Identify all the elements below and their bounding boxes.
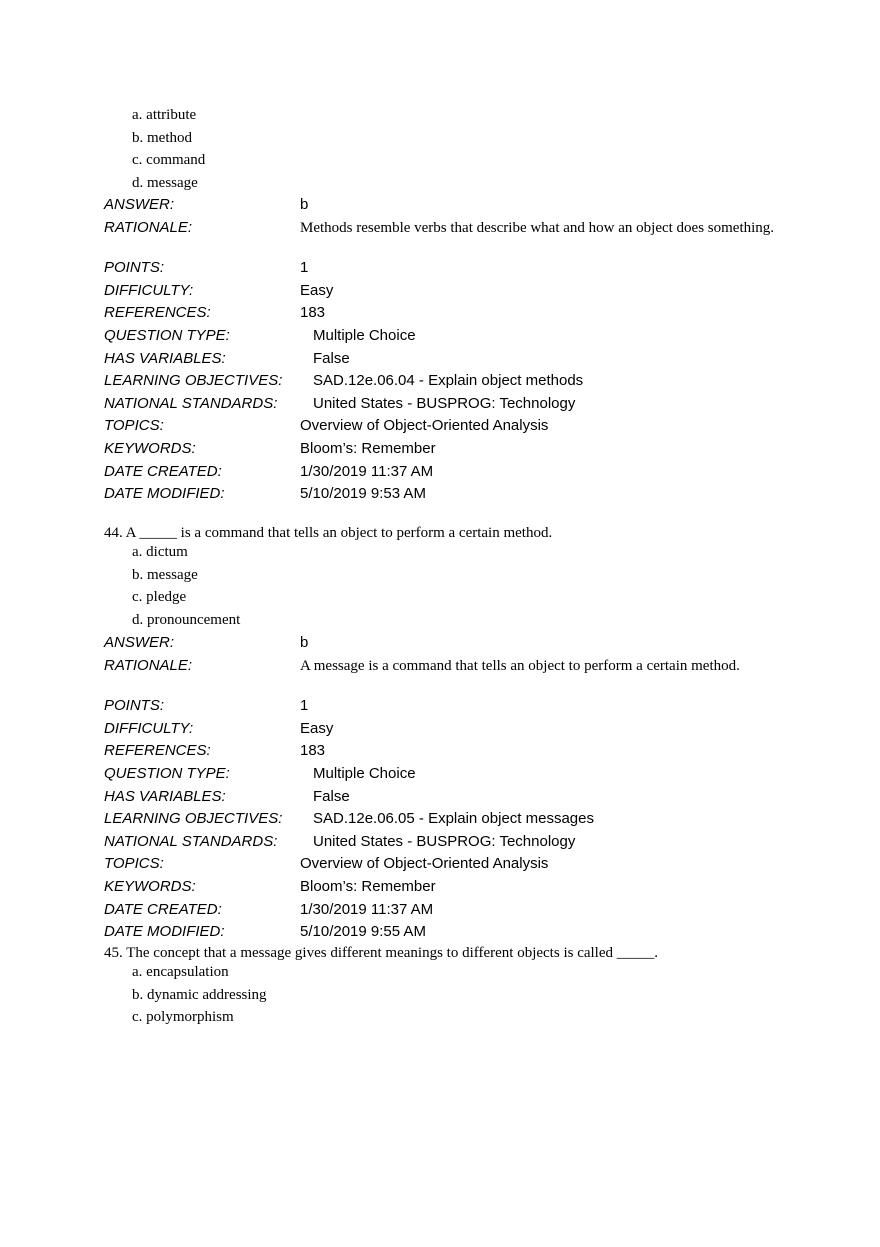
metadata-value: b xyxy=(300,196,309,213)
prev-question-options xyxy=(132,104,205,194)
option: d. message xyxy=(132,174,198,191)
metadata-value: 5/10/2019 9:53 AM xyxy=(300,485,426,503)
metadata-label: ANSWER: xyxy=(104,634,175,651)
metadata-label: DIFFICULTY: xyxy=(104,281,194,299)
metadata-row xyxy=(104,194,794,217)
metadata-value: Multiple Choice xyxy=(313,764,416,782)
question-45-options xyxy=(132,961,267,1029)
metadata-row xyxy=(104,876,794,899)
metadata-row xyxy=(104,280,794,303)
metadata-row xyxy=(104,763,794,786)
metadata-row xyxy=(104,632,794,655)
metadata-label: NATIONAL STANDARDS: xyxy=(104,832,278,850)
metadata-row xyxy=(104,370,794,393)
metadata-row xyxy=(104,257,794,280)
metadata-label: REFERENCES: xyxy=(104,304,211,322)
metadata-row xyxy=(104,921,794,944)
metadata-value: Easy xyxy=(300,281,334,299)
option: c. pledge xyxy=(132,589,187,606)
metadata-label: DATE MODIFIED: xyxy=(104,485,225,503)
metadata-value: 1/30/2019 11:37 AM xyxy=(300,900,434,918)
metadata-label: DATE CREATED: xyxy=(104,462,222,480)
metadata-value: False xyxy=(313,787,350,805)
metadata-row xyxy=(104,718,794,741)
metadata-row xyxy=(104,483,794,506)
metadata-label: QUESTION TYPE: xyxy=(104,764,230,782)
metadata-value: Overview of Object-Oriented Analysis xyxy=(300,855,549,873)
metadata-value: SAD.12e.06.04 - Explain object methods xyxy=(313,372,584,390)
metadata-label: POINTS: xyxy=(104,259,165,277)
metadata-row xyxy=(104,438,794,461)
option: a. dictum xyxy=(132,544,188,560)
metadata-row xyxy=(104,415,794,438)
metadata-value: A message is a command that tells an object to perform a certain method. xyxy=(300,657,740,674)
option: a. encapsulation xyxy=(132,964,229,980)
metadata-row xyxy=(104,325,794,348)
metadata-label: HAS VARIABLES: xyxy=(104,349,226,367)
metadata-value: Multiple Choice xyxy=(313,326,416,344)
metadata-row xyxy=(104,217,794,258)
metadata-value: 183 xyxy=(300,742,326,760)
option: c. command xyxy=(132,152,206,169)
metadata-row xyxy=(104,348,794,371)
metadata-value: United States - BUSPROG: Technology xyxy=(313,394,576,412)
question-44-metadata xyxy=(104,632,794,944)
option: a. attribute xyxy=(132,107,197,123)
metadata-label: POINTS: xyxy=(104,697,165,715)
metadata-row xyxy=(104,655,794,696)
metadata-label: LEARNING OBJECTIVES: xyxy=(104,810,283,828)
metadata-row xyxy=(104,740,794,763)
metadata-value: 183 xyxy=(300,304,326,322)
metadata-row xyxy=(104,695,794,718)
question-44-options xyxy=(132,541,240,631)
metadata-value: 5/10/2019 9:55 AM xyxy=(300,923,426,941)
metadata-label: KEYWORDS: xyxy=(104,877,196,895)
metadata-value: 1/30/2019 11:37 AM xyxy=(300,462,434,480)
metadata-row xyxy=(104,853,794,876)
metadata-value: SAD.12e.06.05 - Explain object messages xyxy=(313,810,594,828)
metadata-label: RATIONALE: xyxy=(104,218,193,236)
metadata-value: 1 xyxy=(300,259,309,277)
metadata-value: 1 xyxy=(300,697,309,715)
metadata-row xyxy=(104,302,794,325)
metadata-label: DATE CREATED: xyxy=(104,900,222,918)
metadata-label: DATE MODIFIED: xyxy=(104,923,225,941)
metadata-label: ANSWER: xyxy=(104,196,175,213)
metadata-label: KEYWORDS: xyxy=(104,439,196,457)
metadata-label: REFERENCES: xyxy=(104,742,211,760)
metadata-value: Methods resemble verbs that describe what and how an object does something. xyxy=(300,219,775,236)
option: c. polymorphism xyxy=(132,1009,234,1026)
metadata-label: LEARNING OBJECTIVES: xyxy=(104,372,283,390)
metadata-value: United States - BUSPROG: Technology xyxy=(313,832,576,850)
metadata-row xyxy=(104,899,794,922)
metadata-row xyxy=(104,393,794,416)
metadata-row xyxy=(104,461,794,484)
prev-question-metadata xyxy=(104,194,794,506)
metadata-row xyxy=(104,786,794,809)
metadata-label: NATIONAL STANDARDS: xyxy=(104,394,278,412)
metadata-value: Easy xyxy=(300,719,334,737)
metadata-label: QUESTION TYPE: xyxy=(104,326,230,344)
metadata-label: DIFFICULTY: xyxy=(104,719,194,737)
metadata-value: b xyxy=(300,634,309,651)
metadata-label: TOPICS: xyxy=(104,417,164,435)
metadata-label: RATIONALE: xyxy=(104,656,193,674)
metadata-value: Bloom’s: Remember xyxy=(300,877,436,895)
metadata-value: False xyxy=(313,349,350,367)
metadata-value: Overview of Object-Oriented Analysis xyxy=(300,417,549,435)
metadata-label: HAS VARIABLES: xyxy=(104,787,226,805)
question-45-text: 45. The concept that a message gives different meanings to different objects is called _____. xyxy=(104,945,659,961)
question-44-text: 44. A _____ is a command that tells an object to perform a certain method. xyxy=(104,525,553,541)
metadata-row xyxy=(104,808,794,831)
option: d. pronouncement xyxy=(132,611,241,628)
option: b. dynamic addressing xyxy=(132,986,267,1003)
metadata-row xyxy=(104,831,794,854)
option: b. method xyxy=(132,129,192,146)
metadata-label: TOPICS: xyxy=(104,855,164,873)
metadata-value: Bloom’s: Remember xyxy=(300,439,436,457)
option: b. message xyxy=(132,566,198,583)
